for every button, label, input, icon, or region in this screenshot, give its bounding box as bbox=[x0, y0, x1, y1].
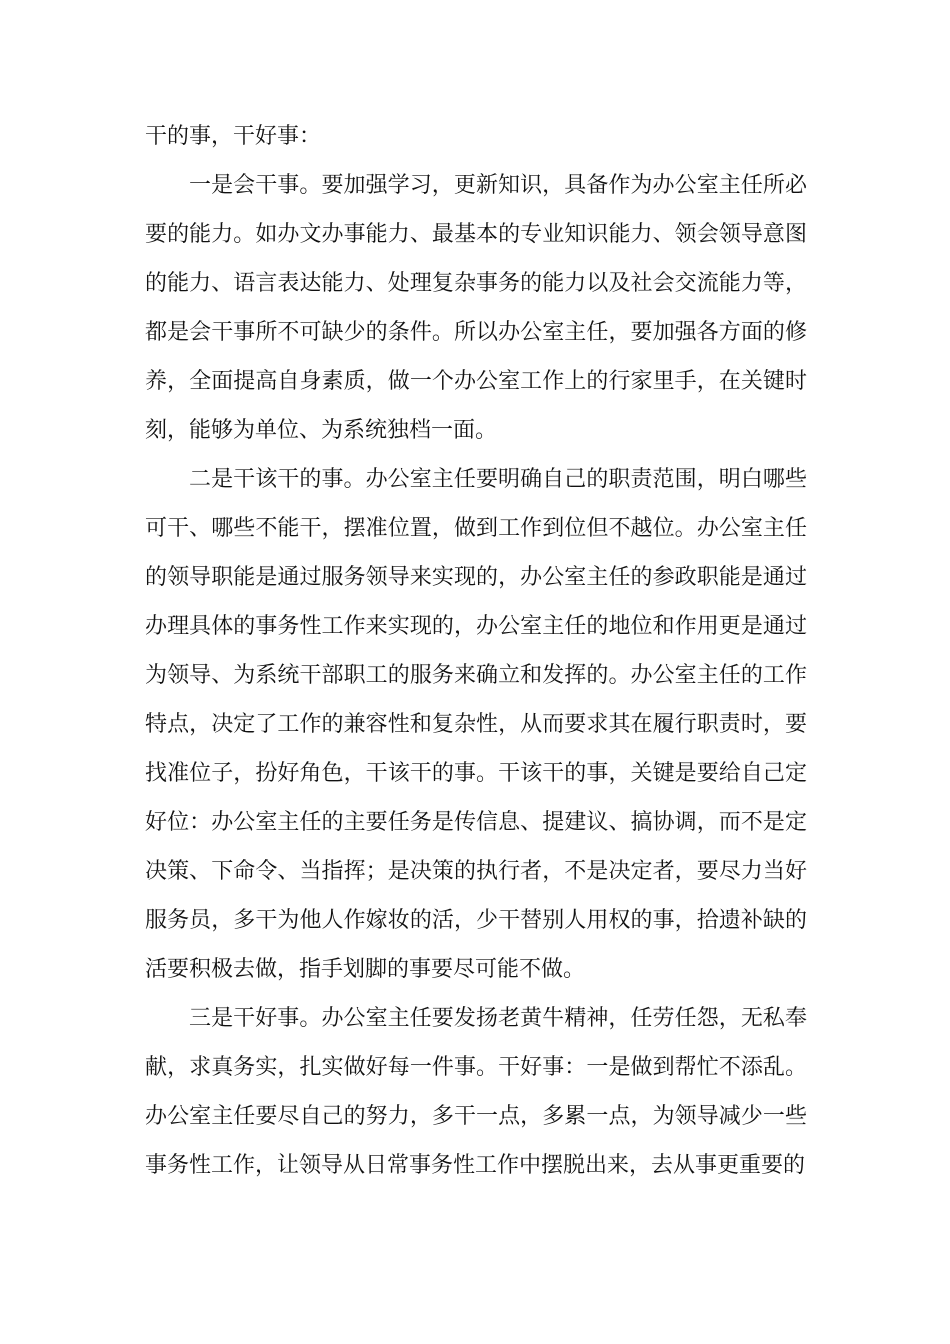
paragraph-continuation: 干的事，干好事： bbox=[145, 124, 322, 149]
document-body bbox=[145, 112, 807, 1190]
paragraph-do-good-work: 三是干好事。办公室主任要发扬老黄牛精神，任劳任怨，无私奉献，求真务实，扎实做好每一件事。干好事：一是做到帮忙不添乱。办公室主任要尽自己的努力，多干一点，多累一点，为领导减少一些事务性工作，让领导从日常事务性工作中摆脱出来，去从事更重要的 bbox=[145, 1006, 807, 1178]
paragraph-do-proper-work: 二是干该干的事。办公室主任要明确自己的职责范围，明白哪些可干、哪些不能干，摆准位置，做到工作到位但不越位。办公室主任的领导职能是通过服务领导来实现的，办公室主任的参政职能是通过办理具体的事务性工作来实现的，办公室主任的地位和作用更是通过为领导、为系统干部职工的服务来确立和发挥的。办公室主任的工作特点，决定了工作的兼容性和复杂性，从而要求其在履行职责时，要找准位子，扮好角色，干该干的事。干该干的事，关键是要给自己定好位：办公室主任的主要任务是传信息、提建议、搞协调，而不是定决策、下命令、当指挥；是决策的执行者，不是决定者，要尽力当好服务员，多干为他人作嫁妆的活，少干替别人用权的事，拾遗补缺的活要积极去做，指手划脚的事要尽可能不做。 bbox=[145, 467, 807, 982]
paragraph-can-do-work: 一是会干事。要加强学习，更新知识，具备作为办公室主任所必要的能力。如办文办事能力、最基本的专业知识能力、领会领导意图的能力、语言表达能力、处理复杂事务的能力以及社会交流能力等，都是会干事所不可缺少的条件。所以办公室主任，要加强各方面的修养，全面提高自身素质，做一个办公室工作上的行家里手，在关键时刻，能够为单位、为系统独档一面。 bbox=[145, 173, 807, 443]
